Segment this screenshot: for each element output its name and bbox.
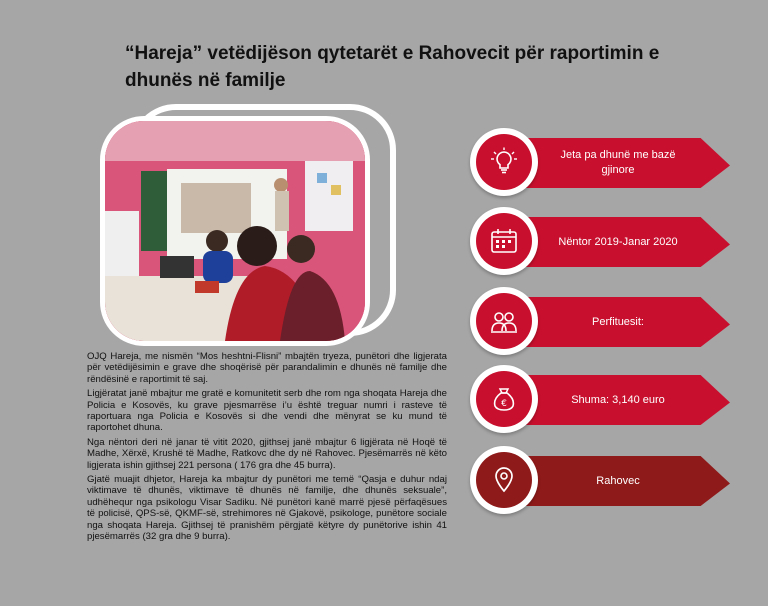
info-label: Shuma: 3,140 euro — [571, 393, 665, 406]
info-label: Rahovec — [596, 474, 640, 487]
article-body — [87, 351, 447, 546]
info-label: Jeta pa dhunë me bazë gjinore — [560, 149, 676, 176]
info-circle — [470, 365, 538, 433]
info-item-amount — [470, 375, 740, 445]
info-item-project — [470, 138, 740, 208]
info-circle — [470, 287, 538, 355]
info-circle — [470, 207, 538, 275]
info-circle — [470, 128, 538, 196]
info-label: Perfituesit: — [592, 315, 644, 328]
info-item-dates — [470, 217, 740, 287]
location-pin-icon — [489, 465, 519, 495]
event-photo-illustration — [105, 121, 365, 341]
paragraph: OJQ Hareja, me nismën “Mos heshtni-Flisni” mbajtën tryeza, punëtori dhe ligjerata për vetëdijësimin e grave dhe shoqërisë për parandalimin e dhunës në familje dhe rëndësinë e raportimit të saj. — [87, 351, 447, 385]
svg-text:€: € — [501, 399, 507, 409]
paragraph: Ligjëratat janë mbajtur me gratë e komunitetit serb dhe rom nga shoqata Hareja dhe Policia e Kosovës, ku grave pjesmarrëse i’u është treguar numri i rasteve të raportuara nga Policia e Kosovës si dhe vendi dhe mënyrat se ku mund të raportohet dhuna. — [87, 388, 447, 434]
people-icon — [489, 306, 519, 336]
event-photo — [100, 116, 370, 346]
calendar-icon — [489, 226, 519, 256]
paragraph: Gjatë muajit dhjetor, Hareja ka mbajtur dy punëtori me temë “Qasja e duhur ndaj viktimave të dhunës, viktimave të dhunës në familje, dhe dhunës seksuale”, udhëhequr nga psikologu Visar Sadiku. Në punëtori kanë marrë pjesë përfaqësues të policisë, QPS-së, QKMF-së, strehimores në Gjakovë, psikologe, punëtore sociale nga shoqata Hareja. Gjithsej të pranishëm përgjatë këtyre dy punëtorive ishin 41 pjesëmarrës (32 gra dhe 9 burra). — [87, 474, 447, 543]
lightbulb-icon — [489, 147, 519, 177]
page-title: “Hareja” vetëdijëson qytetarët e Rahovecit për raportimin e dhunës në familje — [125, 43, 660, 91]
photo-frame — [100, 104, 400, 344]
money-bag-icon — [489, 384, 519, 414]
info-label: Nëntor 2019-Janar 2020 — [558, 235, 678, 248]
info-item-beneficiaries — [470, 297, 740, 367]
paragraph: Nga nëntori deri në janar të vitit 2020, gjithsej janë mbajtur 6 ligjërata në Hoqë të Madhe, Xërxë, Krushë të Madhe, Ratkovc dhe dy në Rahovec. Pjesëmarrës në këto ligjerata ishin gjithsej 221 persona ( 176 gra dhe 45 burra). — [87, 436, 447, 471]
info-item-location — [470, 456, 740, 526]
info-circle — [470, 446, 538, 514]
